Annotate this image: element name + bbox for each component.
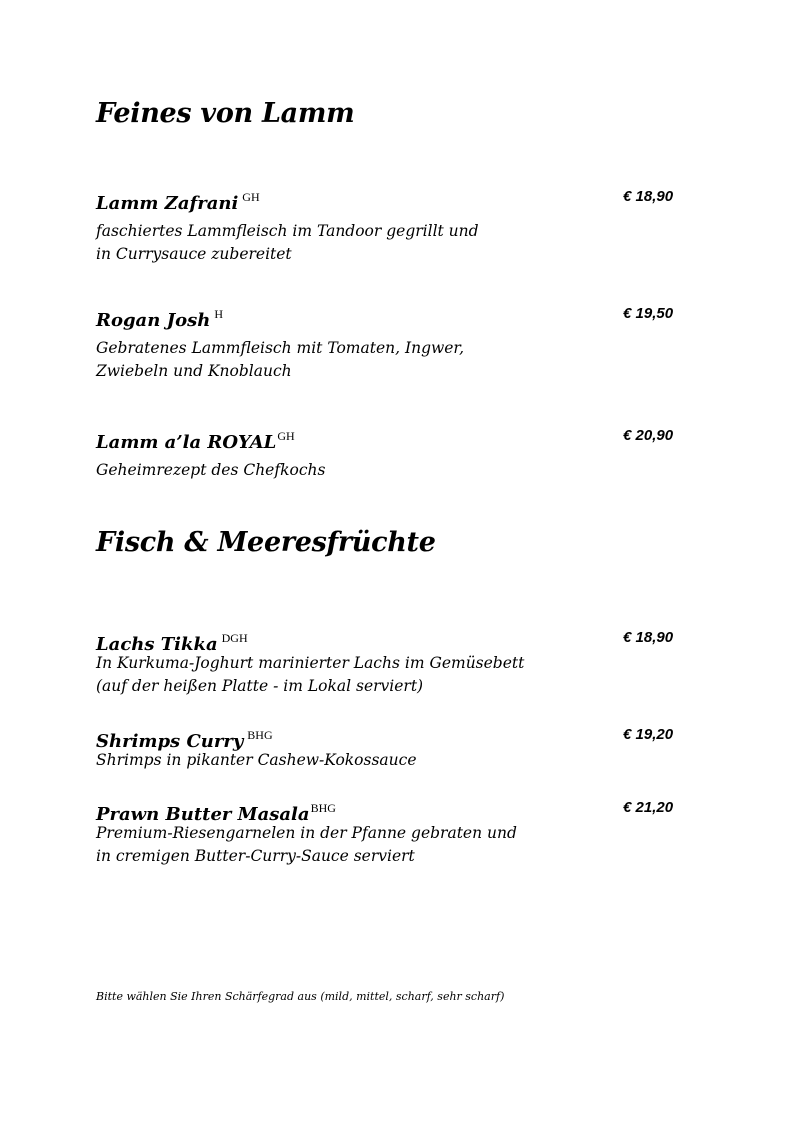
- dish-price: € 20,90: [623, 427, 674, 444]
- dish-description: [96, 652, 536, 698]
- dish-description: [96, 459, 536, 482]
- menu-item-lamm-zafrani: [96, 184, 696, 266]
- menu-item-shrimps-curry: [96, 722, 696, 772]
- dish-name: [96, 301, 223, 334]
- description-line: Geheimrezept des Chefkochs: [96, 461, 326, 479]
- description-line: (auf der heißen Platte - im Lokal serviert): [96, 677, 424, 695]
- description-line: faschiertes Lammfleisch im Tandoor gegrillt und: [96, 222, 479, 240]
- dish-name: [96, 184, 260, 217]
- dish-price: € 19,50: [623, 305, 674, 322]
- description-line: In Kurkuma-Joghurt marinierter Lachs im Gemüsebett: [96, 654, 525, 672]
- allergen-codes: DGH: [221, 631, 248, 645]
- dish-name-text: Lamm a’la ROYAL: [96, 432, 277, 453]
- allergen-codes: BHG: [247, 728, 273, 742]
- spice-level-footnote: Bitte wählen Sie Ihren Schärfegrad aus (mild, mittel, scharf, sehr scharf): [96, 990, 505, 1003]
- dish-name: [96, 625, 248, 658]
- section-title-lamb: Feines von Lamm: [96, 98, 355, 129]
- menu-item-lamm-royal: [96, 423, 696, 482]
- dish-name-text: Prawn Butter Masala: [96, 804, 310, 825]
- dish-name: [96, 795, 336, 828]
- dish-name: [96, 722, 273, 755]
- description-line: Zwiebeln und Knoblauch: [96, 362, 292, 380]
- dish-price: € 18,90: [623, 629, 674, 646]
- dish-description: [96, 220, 536, 266]
- dish-price: € 18,90: [623, 188, 674, 205]
- allergen-codes: H: [214, 307, 223, 321]
- description-line: Gebratenes Lammfleisch mit Tomaten, Ingwer,: [96, 339, 465, 357]
- dish-name-text: Lachs Tikka: [96, 634, 218, 655]
- dish-name-text: Lamm Zafrani: [96, 193, 239, 214]
- dish-description: [96, 822, 536, 868]
- dish-price: € 21,20: [623, 799, 674, 816]
- menu-item-prawn-butter-masala: [96, 795, 696, 868]
- dish-price: € 19,20: [623, 726, 674, 743]
- menu-item-lachs-tikka: [96, 625, 696, 698]
- description-line: in Currysauce zubereitet: [96, 245, 292, 263]
- dish-name-text: Rogan Josh: [96, 310, 211, 331]
- description-line: Premium-Riesengarnelen in der Pfanne gebraten und: [96, 824, 517, 842]
- menu-item-rogan-josh: [96, 301, 696, 383]
- dish-description: [96, 337, 536, 383]
- section-title-fish: Fisch & Meeresfrüchte: [96, 527, 436, 558]
- dish-name: [96, 423, 295, 456]
- allergen-codes: GH: [242, 190, 260, 204]
- description-line: Shrimps in pikanter Cashew-Kokossauce: [96, 751, 417, 769]
- allergen-codes: BHG: [310, 801, 336, 815]
- dish-name-text: Shrimps Curry: [96, 731, 244, 752]
- description-line: in cremigen Butter-Curry-Sauce serviert: [96, 847, 415, 865]
- allergen-codes: GH: [277, 429, 295, 443]
